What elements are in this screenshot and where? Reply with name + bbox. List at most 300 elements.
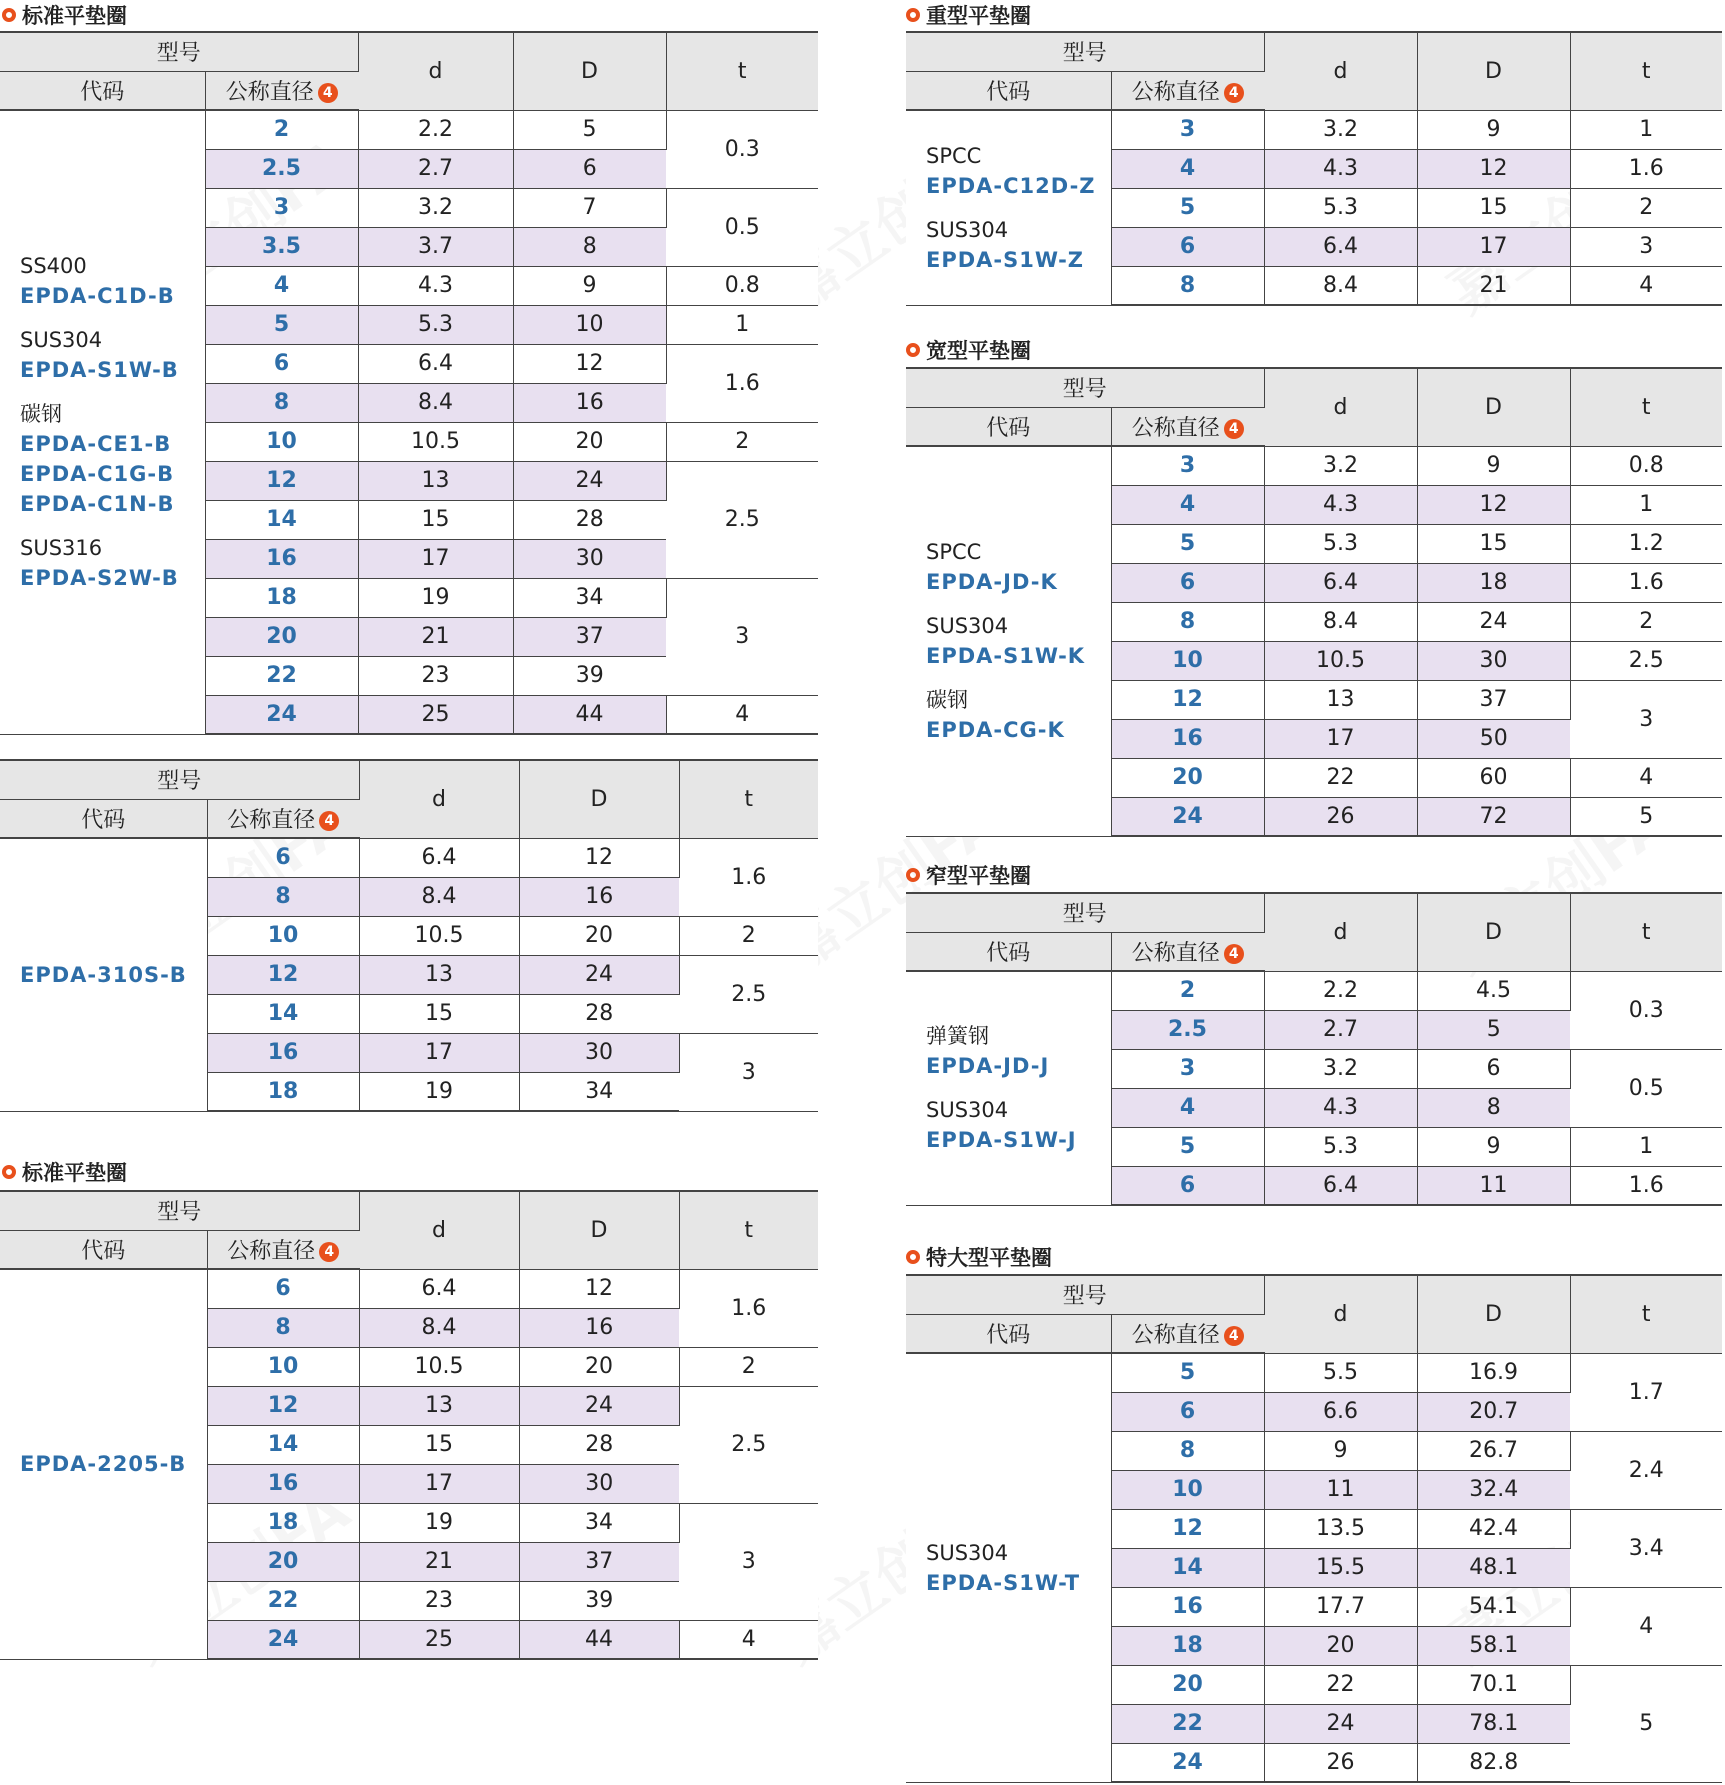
inner-diameter-cell: 15 bbox=[358, 500, 513, 539]
nominal-diameter-cell[interactable]: 5 bbox=[1111, 188, 1264, 227]
inner-diameter-cell: 17 bbox=[359, 1033, 519, 1072]
part-number-link[interactable]: EPDA-CE1-B bbox=[20, 432, 172, 457]
thickness-cell: 4 bbox=[1570, 758, 1722, 797]
thickness-cell: 2.4 bbox=[1570, 1431, 1722, 1509]
section-title-narrow bbox=[906, 860, 1031, 890]
section-title-heavy bbox=[906, 0, 1031, 30]
inner-diameter-cell: 13 bbox=[359, 955, 519, 994]
nominal-diameter-cell[interactable]: 4 bbox=[205, 266, 358, 305]
outer-diameter-cell: 17 bbox=[1417, 227, 1570, 266]
inner-diameter-cell: 2.7 bbox=[1264, 1010, 1417, 1049]
outer-diameter-cell: 26.7 bbox=[1417, 1431, 1570, 1470]
inner-diameter-cell: 8.4 bbox=[1264, 602, 1417, 641]
thickness-cell: 1.6 bbox=[1570, 563, 1722, 602]
product-code-cell bbox=[906, 110, 1111, 305]
circle-bullet-icon bbox=[2, 1165, 16, 1179]
part-number-link[interactable]: EPDA-C1D-B bbox=[20, 284, 175, 309]
outer-diameter-cell: 34 bbox=[519, 1072, 679, 1111]
inner-diameter-cell: 17 bbox=[1264, 719, 1417, 758]
header-model: 型号 bbox=[906, 1275, 1264, 1314]
nominal-diameter-cell[interactable]: 18 bbox=[205, 578, 358, 617]
header-model: 型号 bbox=[906, 32, 1264, 71]
header-nominal-label: 公称直径 bbox=[1131, 1322, 1220, 1348]
inner-diameter-cell: 6.4 bbox=[1264, 563, 1417, 602]
nominal-diameter-cell[interactable]: 12 bbox=[207, 1386, 359, 1425]
thickness-cell: 5 bbox=[1570, 1665, 1722, 1782]
inner-diameter-cell: 10.5 bbox=[359, 1347, 519, 1386]
header-nominal-diameter bbox=[1111, 1314, 1264, 1353]
section-title-text: 特大型平垫圈 bbox=[926, 1246, 1052, 1270]
nominal-diameter-cell[interactable]: 2 bbox=[205, 110, 358, 149]
inner-diameter-cell: 23 bbox=[358, 656, 513, 695]
outer-diameter-cell: 24 bbox=[519, 1386, 679, 1425]
thickness-cell: 2 bbox=[666, 422, 818, 461]
inner-diameter-cell: 4.3 bbox=[1264, 485, 1417, 524]
spec-table-standard bbox=[0, 31, 818, 735]
nominal-diameter-cell[interactable]: 6 bbox=[207, 838, 359, 877]
nominal-diameter-cell[interactable]: 16 bbox=[207, 1464, 359, 1503]
note-badge-icon: 4 bbox=[318, 83, 338, 103]
header-nominal-label: 公称直径 bbox=[1131, 940, 1220, 966]
inner-diameter-cell: 6.4 bbox=[358, 344, 513, 383]
nominal-diameter-cell[interactable]: 22 bbox=[207, 1581, 359, 1620]
thickness-cell: 4 bbox=[1570, 266, 1722, 305]
nominal-diameter-cell[interactable]: 3 bbox=[1111, 1049, 1264, 1088]
inner-diameter-cell: 15 bbox=[359, 1425, 519, 1464]
thickness-cell: 1 bbox=[1570, 1127, 1722, 1166]
nominal-diameter-cell[interactable]: 18 bbox=[207, 1072, 359, 1111]
nominal-diameter-cell[interactable]: 6 bbox=[1111, 227, 1264, 266]
header-t: t bbox=[666, 32, 818, 110]
section-title-standard bbox=[2, 0, 127, 30]
nominal-diameter-cell[interactable]: 10 bbox=[207, 916, 359, 955]
thickness-cell: 0.3 bbox=[1570, 971, 1722, 1049]
header-d: d bbox=[1264, 32, 1417, 110]
inner-diameter-cell: 13 bbox=[1264, 680, 1417, 719]
thickness-cell: 2.5 bbox=[1570, 641, 1722, 680]
note-badge-icon: 4 bbox=[1224, 419, 1244, 439]
outer-diameter-cell: 16 bbox=[519, 1308, 679, 1347]
inner-diameter-cell: 15.5 bbox=[1264, 1548, 1417, 1587]
inner-diameter-cell: 19 bbox=[359, 1503, 519, 1542]
outer-diameter-cell: 60 bbox=[1417, 758, 1570, 797]
nominal-diameter-cell[interactable]: 14 bbox=[1111, 1548, 1264, 1587]
table-row bbox=[0, 1269, 818, 1308]
nominal-diameter-cell[interactable]: 16 bbox=[1111, 1587, 1264, 1626]
nominal-diameter-cell[interactable]: 4 bbox=[1111, 485, 1264, 524]
material-label: 碳钢 bbox=[20, 402, 62, 427]
nominal-diameter-cell[interactable]: 20 bbox=[1111, 1665, 1264, 1704]
header-model: 型号 bbox=[0, 32, 358, 71]
nominal-diameter-cell[interactable]: 10 bbox=[1111, 641, 1264, 680]
thickness-cell: 0.5 bbox=[1570, 1049, 1722, 1127]
inner-diameter-cell: 4.3 bbox=[358, 266, 513, 305]
outer-diameter-cell: 12 bbox=[519, 1269, 679, 1308]
nominal-diameter-cell[interactable]: 16 bbox=[1111, 719, 1264, 758]
outer-diameter-cell: 9 bbox=[513, 266, 666, 305]
nominal-diameter-cell[interactable]: 24 bbox=[1111, 797, 1264, 836]
header-code: 代码 bbox=[906, 71, 1111, 110]
part-number-link[interactable]: EPDA-2205-B bbox=[20, 1452, 187, 1477]
inner-diameter-cell: 9 bbox=[1264, 1431, 1417, 1470]
part-number-link[interactable]: EPDA-S1W-B bbox=[20, 358, 179, 383]
inner-diameter-cell: 26 bbox=[1264, 797, 1417, 836]
nominal-diameter-cell[interactable]: 14 bbox=[205, 500, 358, 539]
section-title-text: 标准平垫圈 bbox=[22, 4, 127, 28]
header-t: t bbox=[679, 760, 818, 838]
nominal-diameter-cell[interactable]: 2.5 bbox=[1111, 1010, 1264, 1049]
inner-diameter-cell: 5.3 bbox=[1264, 1127, 1417, 1166]
part-number-link[interactable]: EPDA-310S-B bbox=[20, 962, 187, 987]
product-code-cell bbox=[0, 1269, 207, 1659]
thickness-cell: 2 bbox=[679, 1347, 818, 1386]
note-badge-icon: 4 bbox=[1224, 944, 1244, 964]
outer-diameter-cell: 28 bbox=[519, 994, 679, 1033]
header-code: 代码 bbox=[906, 1314, 1111, 1353]
thickness-cell: 1.6 bbox=[666, 344, 818, 422]
inner-diameter-cell: 13 bbox=[358, 461, 513, 500]
material-label: SUS304 bbox=[20, 328, 103, 353]
thickness-cell: 3 bbox=[666, 578, 818, 695]
header-d-outer: D bbox=[519, 760, 679, 838]
nominal-diameter-cell[interactable]: 6 bbox=[1111, 563, 1264, 602]
nominal-diameter-cell[interactable]: 24 bbox=[205, 695, 358, 734]
nominal-diameter-cell[interactable]: 18 bbox=[1111, 1626, 1264, 1665]
nominal-diameter-cell[interactable]: 22 bbox=[205, 656, 358, 695]
nominal-diameter-cell[interactable]: 6 bbox=[205, 344, 358, 383]
nominal-diameter-cell[interactable]: 6 bbox=[1111, 1166, 1264, 1205]
table-row bbox=[906, 971, 1722, 1010]
thickness-cell: 3 bbox=[679, 1033, 818, 1111]
section-title-text: 标准平垫圈 bbox=[22, 1161, 127, 1185]
nominal-diameter-cell[interactable]: 16 bbox=[205, 539, 358, 578]
outer-diameter-cell: 11 bbox=[1417, 1166, 1570, 1205]
inner-diameter-cell: 6.4 bbox=[1264, 227, 1417, 266]
spacer bbox=[926, 201, 1111, 215]
section-title-wide bbox=[906, 335, 1031, 365]
thickness-cell: 2 bbox=[679, 916, 818, 955]
material-label: SUS304 bbox=[926, 614, 1009, 639]
table-row bbox=[906, 110, 1722, 149]
material-label: SUS304 bbox=[926, 1098, 1009, 1123]
thickness-cell: 1.6 bbox=[1570, 149, 1722, 188]
table-row bbox=[0, 110, 818, 149]
table-row bbox=[906, 446, 1722, 485]
nominal-diameter-cell[interactable]: 6 bbox=[207, 1269, 359, 1308]
nominal-diameter-cell[interactable]: 22 bbox=[1111, 1704, 1264, 1743]
nominal-diameter-cell[interactable]: 3 bbox=[205, 188, 358, 227]
spec-table-heavy bbox=[906, 31, 1722, 306]
inner-diameter-cell: 6.6 bbox=[1264, 1392, 1417, 1431]
nominal-diameter-cell[interactable]: 20 bbox=[1111, 758, 1264, 797]
spec-table-2205 bbox=[0, 1190, 818, 1660]
outer-diameter-cell: 20 bbox=[519, 916, 679, 955]
spec-table-extra-large bbox=[906, 1274, 1722, 1783]
header-t: t bbox=[1570, 368, 1722, 446]
note-badge-icon: 4 bbox=[319, 811, 339, 831]
thickness-cell: 3 bbox=[1570, 680, 1722, 758]
nominal-diameter-cell[interactable]: 5 bbox=[1111, 524, 1264, 563]
part-number-link[interactable]: EPDA-C1N-B bbox=[20, 492, 175, 517]
nominal-diameter-cell[interactable]: 12 bbox=[1111, 1509, 1264, 1548]
material-label: SUS304 bbox=[926, 217, 1009, 242]
inner-diameter-cell: 5.3 bbox=[1264, 188, 1417, 227]
outer-diameter-cell: 44 bbox=[519, 1620, 679, 1659]
header-code: 代码 bbox=[0, 1230, 207, 1269]
outer-diameter-cell: 39 bbox=[513, 656, 666, 695]
outer-diameter-cell: 48.1 bbox=[1417, 1548, 1570, 1587]
inner-diameter-cell: 25 bbox=[359, 1620, 519, 1659]
outer-diameter-cell: 9 bbox=[1417, 446, 1570, 485]
spacer bbox=[20, 385, 205, 399]
section-title-text: 窄型平垫圈 bbox=[926, 864, 1031, 888]
inner-diameter-cell: 2.2 bbox=[1264, 971, 1417, 1010]
inner-diameter-cell: 19 bbox=[359, 1072, 519, 1111]
outer-diameter-cell: 10 bbox=[513, 305, 666, 344]
header-model: 型号 bbox=[906, 893, 1264, 932]
header-model: 型号 bbox=[906, 368, 1264, 407]
note-badge-icon: 4 bbox=[1224, 83, 1244, 103]
outer-diameter-cell: 8 bbox=[513, 227, 666, 266]
inner-diameter-cell: 22 bbox=[1264, 758, 1417, 797]
outer-diameter-cell: 4.5 bbox=[1417, 971, 1570, 1010]
thickness-cell: 1.7 bbox=[1570, 1353, 1722, 1431]
inner-diameter-cell: 5.3 bbox=[1264, 524, 1417, 563]
product-code-cell bbox=[0, 110, 205, 734]
spacer bbox=[926, 597, 1111, 611]
outer-diameter-cell: 5 bbox=[513, 110, 666, 149]
thickness-cell: 2.5 bbox=[679, 1386, 818, 1503]
nominal-diameter-cell[interactable]: 5 bbox=[1111, 1353, 1264, 1392]
material-label: SUS316 bbox=[20, 536, 103, 561]
table-row bbox=[906, 1353, 1722, 1392]
outer-diameter-cell: 6 bbox=[513, 149, 666, 188]
material-label: SPCC bbox=[926, 540, 982, 565]
header-code: 代码 bbox=[0, 799, 207, 838]
header-d: d bbox=[359, 1191, 519, 1269]
nominal-diameter-cell[interactable]: 8 bbox=[207, 1308, 359, 1347]
inner-diameter-cell: 21 bbox=[359, 1542, 519, 1581]
header-nominal-label: 公称直径 bbox=[1131, 79, 1220, 105]
thickness-cell: 0.3 bbox=[666, 110, 818, 188]
inner-diameter-cell: 2.7 bbox=[358, 149, 513, 188]
nominal-diameter-cell[interactable]: 4 bbox=[1111, 1088, 1264, 1127]
nominal-diameter-cell[interactable]: 14 bbox=[207, 994, 359, 1033]
material-label: SPCC bbox=[926, 143, 982, 168]
spec-table-wide bbox=[906, 367, 1722, 837]
section-title-text: 宽型平垫圈 bbox=[926, 339, 1031, 363]
thickness-cell: 4 bbox=[679, 1620, 818, 1659]
inner-diameter-cell: 4.3 bbox=[1264, 149, 1417, 188]
header-d: d bbox=[359, 760, 519, 838]
part-number-link[interactable]: EPDA-S1W-K bbox=[926, 644, 1086, 669]
outer-diameter-cell: 21 bbox=[1417, 266, 1570, 305]
outer-diameter-cell: 34 bbox=[519, 1503, 679, 1542]
nominal-diameter-cell[interactable]: 16 bbox=[207, 1033, 359, 1072]
outer-diameter-cell: 82.8 bbox=[1417, 1743, 1570, 1782]
header-nominal-label: 公称直径 bbox=[225, 79, 314, 105]
inner-diameter-cell: 3.2 bbox=[1264, 110, 1417, 149]
part-number-link[interactable]: EPDA-C12D-Z bbox=[926, 173, 1096, 198]
header-model: 型号 bbox=[0, 1191, 359, 1230]
thickness-cell: 2.5 bbox=[666, 461, 818, 578]
thickness-cell: 3 bbox=[679, 1503, 818, 1620]
nominal-diameter-cell[interactable]: 8 bbox=[205, 383, 358, 422]
nominal-diameter-cell[interactable]: 10 bbox=[1111, 1470, 1264, 1509]
product-code-cell bbox=[906, 446, 1111, 836]
outer-diameter-cell: 28 bbox=[519, 1425, 679, 1464]
part-number-link[interactable]: EPDA-S1W-T bbox=[926, 1570, 1081, 1595]
inner-diameter-cell: 17 bbox=[359, 1464, 519, 1503]
nominal-diameter-cell[interactable]: 3 bbox=[1111, 110, 1264, 149]
header-code: 代码 bbox=[906, 407, 1111, 446]
outer-diameter-cell: 37 bbox=[513, 617, 666, 656]
inner-diameter-cell: 8.4 bbox=[359, 877, 519, 916]
nominal-diameter-cell[interactable]: 8 bbox=[207, 877, 359, 916]
outer-diameter-cell: 12 bbox=[1417, 149, 1570, 188]
thickness-cell: 0.8 bbox=[1570, 446, 1722, 485]
nominal-diameter-cell[interactable]: 5 bbox=[1111, 1127, 1264, 1166]
thickness-cell: 4 bbox=[1570, 1587, 1722, 1665]
thickness-cell: 1.2 bbox=[1570, 524, 1722, 563]
inner-diameter-cell: 8.4 bbox=[359, 1308, 519, 1347]
nominal-diameter-cell[interactable]: 10 bbox=[205, 422, 358, 461]
nominal-diameter-cell[interactable]: 2.5 bbox=[205, 149, 358, 188]
inner-diameter-cell: 3.2 bbox=[358, 188, 513, 227]
outer-diameter-cell: 12 bbox=[513, 344, 666, 383]
header-d: d bbox=[358, 32, 513, 110]
nominal-diameter-cell[interactable]: 4 bbox=[1111, 149, 1264, 188]
inner-diameter-cell: 5.5 bbox=[1264, 1353, 1417, 1392]
inner-diameter-cell: 6.4 bbox=[359, 1269, 519, 1308]
nominal-diameter-cell[interactable]: 20 bbox=[205, 617, 358, 656]
header-d-outer: D bbox=[519, 1191, 679, 1269]
outer-diameter-cell: 20 bbox=[519, 1347, 679, 1386]
nominal-diameter-cell[interactable]: 2 bbox=[1111, 971, 1264, 1010]
outer-diameter-cell: 39 bbox=[519, 1581, 679, 1620]
outer-diameter-cell: 58.1 bbox=[1417, 1626, 1570, 1665]
nominal-diameter-cell[interactable]: 20 bbox=[207, 1542, 359, 1581]
part-number-link[interactable]: EPDA-S2W-B bbox=[20, 566, 179, 591]
inner-diameter-cell: 24 bbox=[1264, 1704, 1417, 1743]
nominal-diameter-cell[interactable]: 12 bbox=[205, 461, 358, 500]
inner-diameter-cell: 17 bbox=[358, 539, 513, 578]
circle-bullet-icon bbox=[2, 8, 16, 22]
outer-diameter-cell: 24 bbox=[1417, 602, 1570, 641]
header-t: t bbox=[1570, 32, 1722, 110]
header-nominal-label: 公称直径 bbox=[1131, 415, 1220, 441]
nominal-diameter-cell[interactable]: 5 bbox=[205, 305, 358, 344]
nominal-diameter-cell[interactable]: 3 bbox=[1111, 446, 1264, 485]
header-nominal-diameter bbox=[205, 71, 358, 110]
product-code-cell bbox=[0, 838, 207, 1111]
header-code: 代码 bbox=[0, 71, 205, 110]
part-number-link[interactable]: EPDA-CG-K bbox=[926, 718, 1065, 743]
nominal-diameter-cell[interactable]: 3.5 bbox=[205, 227, 358, 266]
header-nominal-label: 公称直径 bbox=[227, 1238, 316, 1264]
thickness-cell: 5 bbox=[1570, 797, 1722, 836]
outer-diameter-cell: 12 bbox=[519, 838, 679, 877]
nominal-diameter-cell[interactable]: 8 bbox=[1111, 602, 1264, 641]
nominal-diameter-cell[interactable]: 12 bbox=[207, 955, 359, 994]
part-number-link[interactable]: EPDA-JD-K bbox=[926, 570, 1058, 595]
header-code: 代码 bbox=[906, 932, 1111, 971]
outer-diameter-cell: 72 bbox=[1417, 797, 1570, 836]
nominal-diameter-cell[interactable]: 14 bbox=[207, 1425, 359, 1464]
outer-diameter-cell: 30 bbox=[513, 539, 666, 578]
nominal-diameter-cell[interactable]: 8 bbox=[1111, 1431, 1264, 1470]
outer-diameter-cell: 37 bbox=[519, 1542, 679, 1581]
part-number-link[interactable]: EPDA-JD-J bbox=[926, 1054, 1050, 1079]
thickness-cell: 3.4 bbox=[1570, 1509, 1722, 1587]
inner-diameter-cell: 25 bbox=[358, 695, 513, 734]
thickness-cell: 1.6 bbox=[1570, 1166, 1722, 1205]
header-nominal-diameter bbox=[1111, 407, 1264, 446]
part-number-link[interactable]: EPDA-C1G-B bbox=[20, 462, 175, 487]
inner-diameter-cell: 6.4 bbox=[1264, 1166, 1417, 1205]
outer-diameter-cell: 15 bbox=[1417, 524, 1570, 563]
table-row bbox=[0, 838, 818, 877]
thickness-cell: 1 bbox=[1570, 485, 1722, 524]
outer-diameter-cell: 9 bbox=[1417, 110, 1570, 149]
header-d-outer: D bbox=[513, 32, 666, 110]
outer-diameter-cell: 8 bbox=[1417, 1088, 1570, 1127]
outer-diameter-cell: 30 bbox=[1417, 641, 1570, 680]
outer-diameter-cell: 30 bbox=[519, 1033, 679, 1072]
header-model: 型号 bbox=[0, 760, 359, 799]
thickness-cell: 0.8 bbox=[666, 266, 818, 305]
material-label: 碳钢 bbox=[926, 688, 968, 713]
nominal-diameter-cell[interactable]: 6 bbox=[1111, 1392, 1264, 1431]
note-badge-icon: 4 bbox=[1224, 1326, 1244, 1346]
inner-diameter-cell: 21 bbox=[358, 617, 513, 656]
thickness-cell: 2 bbox=[1570, 602, 1722, 641]
outer-diameter-cell: 5 bbox=[1417, 1010, 1570, 1049]
outer-diameter-cell: 37 bbox=[1417, 680, 1570, 719]
header-d-outer: D bbox=[1417, 368, 1570, 446]
outer-diameter-cell: 20 bbox=[513, 422, 666, 461]
outer-diameter-cell: 20.7 bbox=[1417, 1392, 1570, 1431]
outer-diameter-cell: 9 bbox=[1417, 1127, 1570, 1166]
outer-diameter-cell: 24 bbox=[519, 955, 679, 994]
outer-diameter-cell: 16 bbox=[513, 383, 666, 422]
outer-diameter-cell: 70.1 bbox=[1417, 1665, 1570, 1704]
section-title-standard-2 bbox=[2, 1157, 127, 1187]
inner-diameter-cell: 5.3 bbox=[358, 305, 513, 344]
nominal-diameter-cell[interactable]: 18 bbox=[207, 1503, 359, 1542]
inner-diameter-cell: 10.5 bbox=[359, 916, 519, 955]
outer-diameter-cell: 16 bbox=[519, 877, 679, 916]
outer-diameter-cell: 78.1 bbox=[1417, 1704, 1570, 1743]
nominal-diameter-cell[interactable]: 12 bbox=[1111, 680, 1264, 719]
outer-diameter-cell: 50 bbox=[1417, 719, 1570, 758]
spec-table-310s bbox=[0, 759, 818, 1112]
nominal-diameter-cell[interactable]: 24 bbox=[1111, 1743, 1264, 1782]
part-number-link[interactable]: EPDA-S1W-Z bbox=[926, 247, 1085, 272]
header-nominal-diameter bbox=[207, 799, 359, 838]
part-number-link[interactable]: EPDA-S1W-J bbox=[926, 1128, 1077, 1153]
header-nominal-diameter bbox=[1111, 932, 1264, 971]
inner-diameter-cell: 22 bbox=[1264, 1665, 1417, 1704]
spacer bbox=[20, 311, 205, 325]
nominal-diameter-cell[interactable]: 8 bbox=[1111, 266, 1264, 305]
header-d: d bbox=[1264, 1275, 1417, 1353]
nominal-diameter-cell[interactable]: 24 bbox=[207, 1620, 359, 1659]
outer-diameter-cell: 18 bbox=[1417, 563, 1570, 602]
nominal-diameter-cell[interactable]: 10 bbox=[207, 1347, 359, 1386]
outer-diameter-cell: 30 bbox=[519, 1464, 679, 1503]
outer-diameter-cell: 28 bbox=[513, 500, 666, 539]
